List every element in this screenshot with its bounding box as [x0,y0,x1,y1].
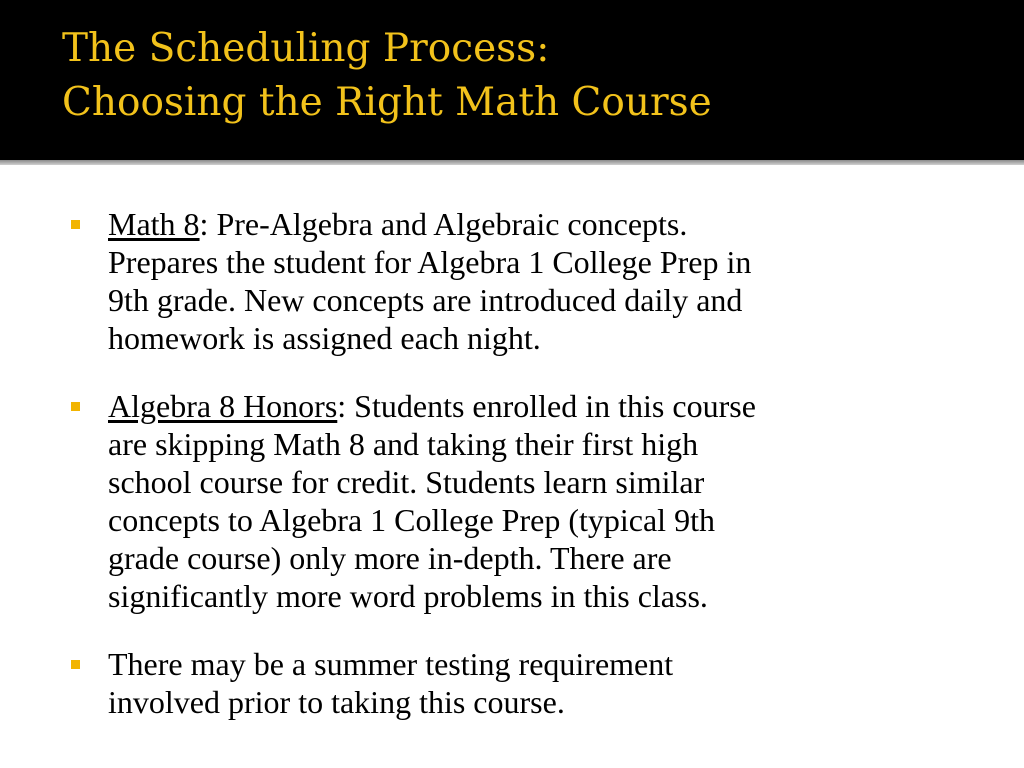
bullet-line: There may be a summer testing requirement [108,646,674,682]
bullet-line: concepts to Algebra 1 College Prep (typical 9th [108,502,715,538]
bullet-text: : Pre-Algebra and Algebraic concepts. [199,206,688,242]
bullet-line: involved prior to taking this course. [108,684,565,720]
square-bullet-icon [71,220,80,229]
bullet-text: : Students enrolled in this course [337,388,756,424]
square-bullet-icon [71,402,80,411]
bullet-line [108,205,968,243]
bullet-line [108,387,968,425]
bullet-line: are skipping Math 8 and taking their first high [108,426,699,462]
slide-title-line-1: The Scheduling Process: [62,26,550,71]
bullet-list [68,205,968,751]
bullet-line: Prepares the student for Algebra 1 College Prep in [108,244,752,280]
course-name-algebra-8-honors: Algebra 8 Honors [108,388,338,424]
bullet-line: grade course) only more in-depth. There are [108,540,672,576]
course-name-math-8: Math 8 [108,206,200,242]
slide-title-line-2: Choosing the Right Math Course [62,80,712,125]
bullet-line: homework is assigned each night. [108,320,541,356]
bullet-summer-testing [68,645,968,721]
title-divider [0,160,1024,165]
bullet-line: 9th grade. New concepts are introduced daily and [108,282,743,318]
bullet-line: significantly more word problems in this class. [108,578,708,614]
slide-title [62,22,1002,130]
square-bullet-icon [71,660,80,669]
bullet-algebra-8-honors [68,387,968,615]
bullet-math-8 [68,205,968,357]
bullet-line: school course for credit. Students learn similar [108,464,705,500]
